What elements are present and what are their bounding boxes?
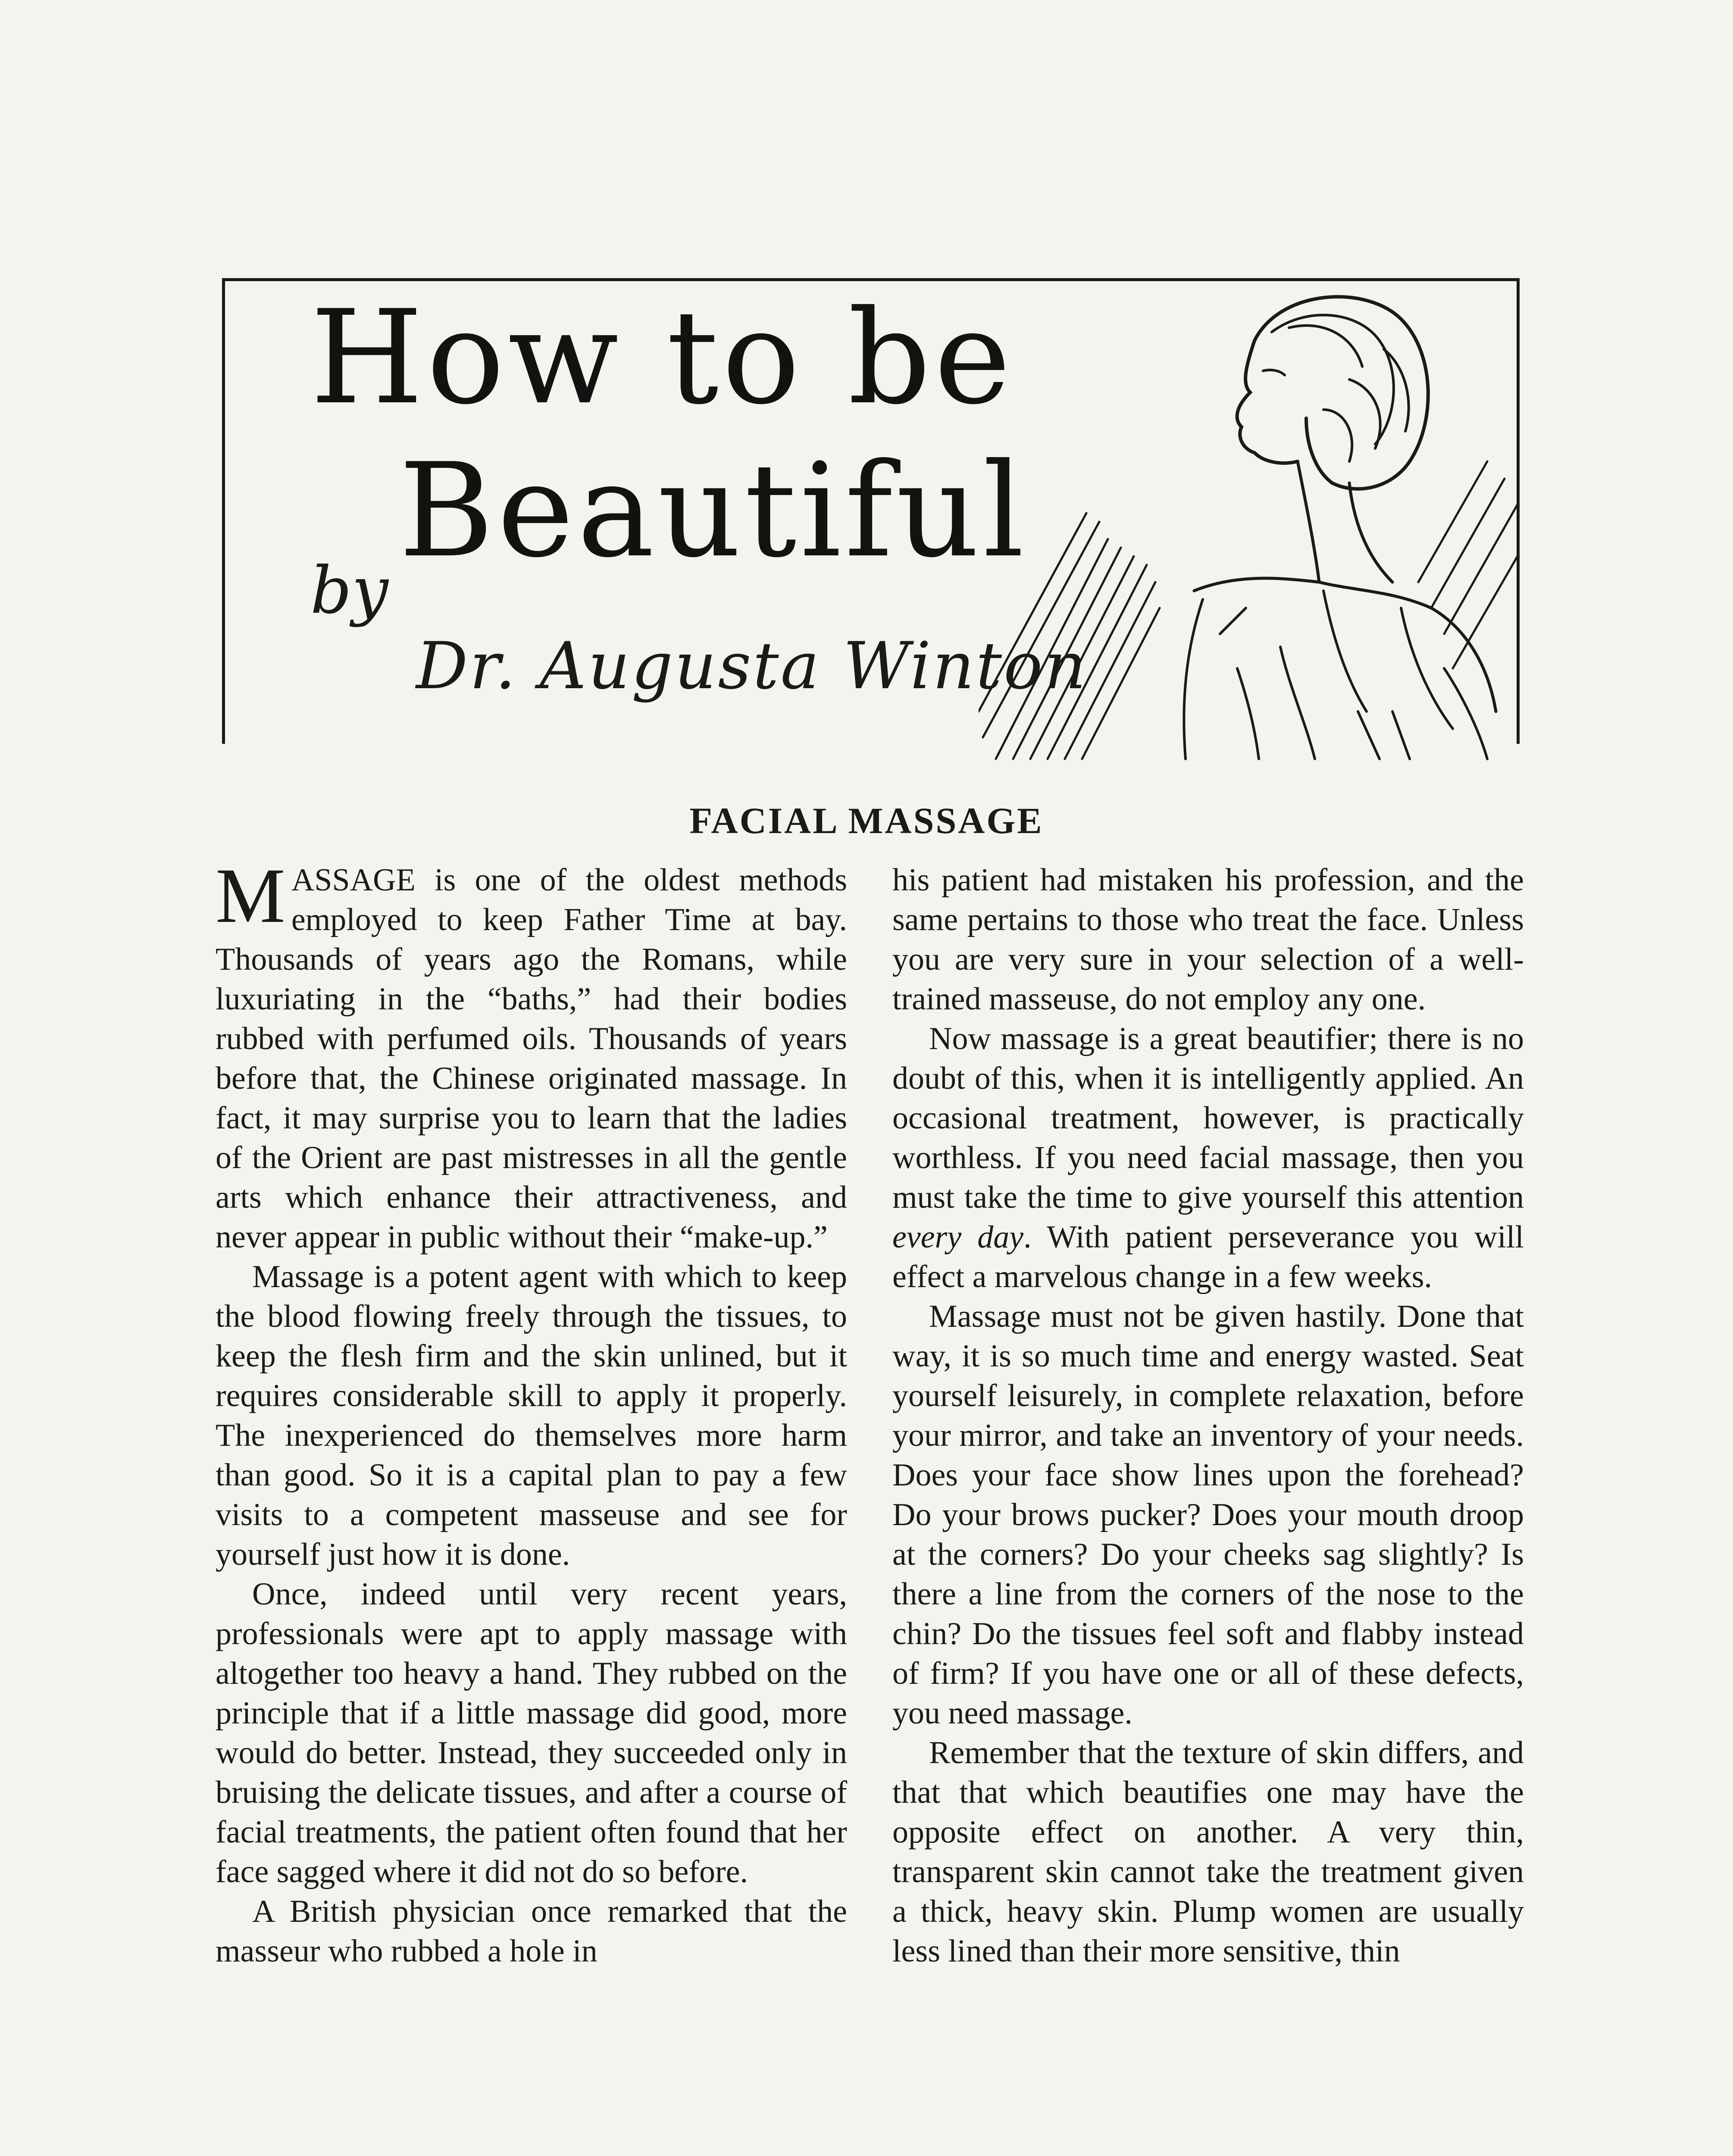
article-column-right — [892, 860, 1524, 1971]
paragraph: Massage is a potent agent with which to keep the blood flowing freely through the tissues, to keep the flesh firm and the skin unlined, but it requires considerable skill to apply it properly. The inexperienced do themselves more harm than good. So it is a capital plan to pay a few visits to a competent masseuse and see for yourself just how it is done. — [216, 1259, 847, 1572]
paragraph-text: . With patient perseverance you will effect a marvelous change in a few weeks. — [892, 1219, 1524, 1294]
paragraph-text: Now massage is a great beautifier; there is no doubt of this, when it is intelligently applied. An occasional treatment, however, is practically worthless. If you need facial massage, then you must take the time to give yourself this attention — [892, 1021, 1524, 1215]
drop-cap: M — [216, 852, 285, 939]
paragraph: Once, indeed until very recent years, professionals were apt to apply massage with altogether too heavy a hand. They rubbed on the principle that if a little massage did good, more would do better. Instead, they succeeded only in bruising the delicate tissues, and after a course of facial treatments, the patient often found that her face sagged where it did not do so before. — [216, 1576, 847, 1890]
paragraph — [216, 852, 847, 1257]
paragraph: Remember that the texture of skin differs, and that that which beautifies one may have the opposite effect on another. A very thin, transparent skin cannot take the treatment given a thick, heavy skin. Plump women are usually less lined than their more sensitive, thin — [892, 1735, 1524, 1969]
paragraph: his patient had mistaken his profession, and the same pertains to those who treat the face. Unless you are very sure in your selection of a well-trained masseuse, do not employ any one. — [892, 862, 1524, 1017]
paragraph-text: ASSAGE is one of the oldest methods employed to keep Father Time at bay. Thousands of years ago the Romans, while luxuriating in the “baths,” had their bodies rubbed with perfumed oils. Thousands of years before that, the Chinese originated massage. In fact, it may surprise you to learn that the ladies of the Orient are past mistresses in all the gentle arts which enhance their attractiveness, and never appear in public without their “make-up.” — [216, 862, 847, 1255]
paragraph: A British physician once remarked that the masseur who rubbed a hole in — [216, 1894, 847, 1969]
title-line-1: How to be — [310, 282, 1014, 433]
section-title: FACIAL MASSAGE — [689, 800, 1044, 841]
byline-by: by — [310, 553, 388, 628]
woman-portrait-illustration — [979, 280, 1522, 776]
article-column-left — [216, 852, 847, 1971]
byline-author: Dr. Augusta Winton — [416, 629, 1088, 704]
paragraph — [892, 1019, 1524, 1297]
emphasis-text: every day — [892, 1219, 1024, 1255]
title-line-2: Beautiful — [399, 436, 1028, 586]
paragraph: Massage must not be given hastily. Done that way, it is so much time and energy wasted. Seat yourself leisurely, in complete relaxation, before your mirror, and take an inventory of your needs. Does your face show lines upon the forehead? Do your brows pucker? Does your mouth droop at the corners? Do your cheeks sag slightly? Is there a line from the corners of the nose to the chin? Do the tissues feel soft and flabby instead of firm? If you have one or all of these defects, you need massage. — [892, 1299, 1524, 1731]
